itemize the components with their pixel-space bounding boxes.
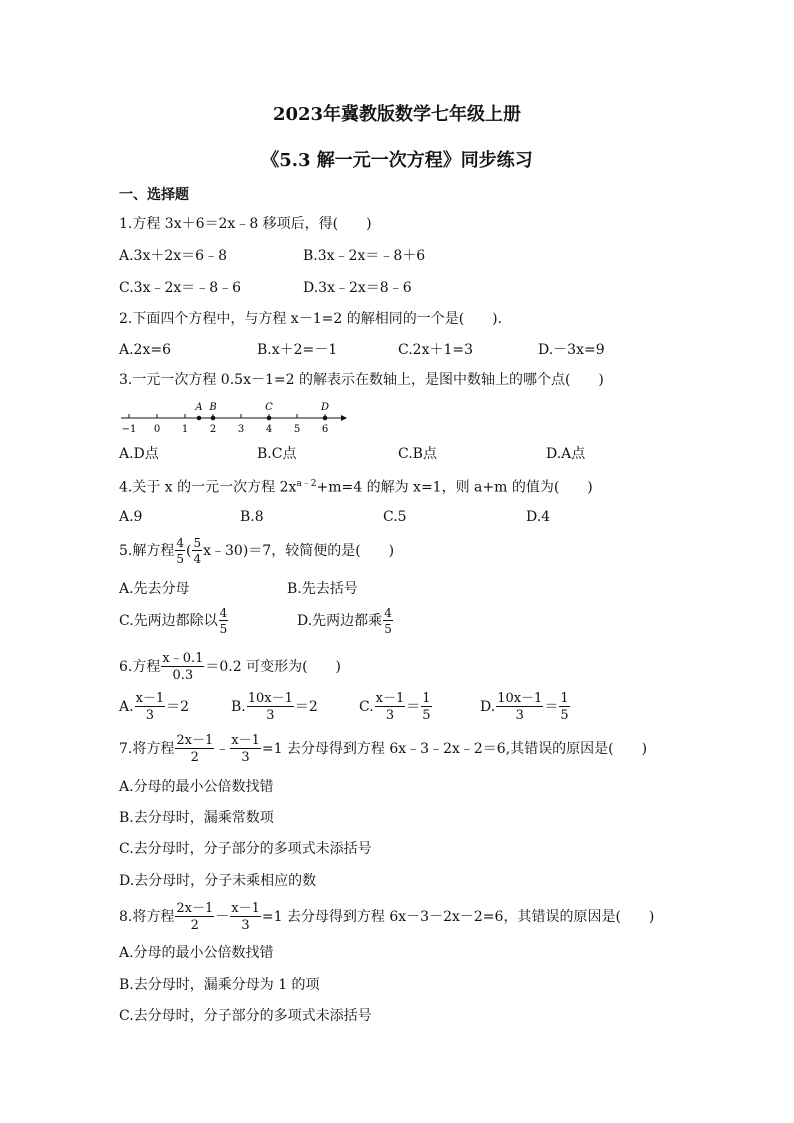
q7-option-d: D.去分母时，分子未乘相应的数 <box>119 873 317 889</box>
q6-c-eq: ＝ <box>406 699 421 715</box>
q8-n2: x－1 <box>231 901 260 916</box>
question-3-stem: 3.一元一次方程 0.5x－1=2 的解表示在数轴上，是图中数轴上的哪个点( ) <box>119 372 604 388</box>
q6-stem-suffix: ＝0.2 可变形为( ) <box>205 659 342 675</box>
q1-option-c: C.3x﹣2x＝﹣8﹣6 <box>119 280 242 296</box>
document-title: 2023年冀教版数学七年级上册 <box>272 104 522 125</box>
q6-a-rhs: ＝2 <box>166 699 190 715</box>
q6-c-rden: 5 <box>422 708 431 723</box>
q6-a-num: x－1 <box>135 691 165 706</box>
document-subtitle: 《5.3 解一元一次方程》同步练习 <box>261 150 533 171</box>
q6-option-c <box>359 692 433 722</box>
q7-minus: ﹣ <box>215 741 230 757</box>
q8-fraction-1 <box>175 902 214 932</box>
q8-option-a: A.分母的最小公倍数找错 <box>119 945 274 961</box>
q5-d-text: D.先两边都乘 <box>297 613 383 629</box>
q7-fraction-1 <box>175 734 214 764</box>
q6-num: x﹣0.1 <box>162 651 204 666</box>
question-8-stem <box>119 902 654 932</box>
number-line-point <box>323 416 328 421</box>
q5-d-fraction <box>383 607 393 635</box>
q7-d1: 2 <box>190 750 199 765</box>
number-line-tick-label: 0 <box>153 424 161 435</box>
q6-fraction <box>161 652 204 682</box>
q5-option-a: A.先去分母 <box>119 581 190 597</box>
q6-stem-prefix: 6.方程 <box>119 659 161 675</box>
number-line-tick-label: 4 <box>265 424 273 435</box>
q6-d-num: 10x－1 <box>497 691 543 706</box>
q2-option-c: C.2x＋1=3 <box>398 342 474 358</box>
q8-stem-suffix: =1 去分母得到方程 6x－3－2x－2=6，其错误的原因是( ) <box>261 909 655 925</box>
q6-d-eq: ＝ <box>544 699 559 715</box>
q7-option-a: A.分母的最小公倍数找错 <box>119 779 274 795</box>
q8-d1: 2 <box>190 918 199 933</box>
q6-c-rhs-fraction <box>421 692 431 722</box>
q4-stem-part2: +m=4 的解为 x=1，则 a+m 的值为( ) <box>316 479 593 496</box>
question-2-stem: 2.下面四个方程中，与方程 x－1=2 的解相同的一个是( ). <box>119 311 503 327</box>
number-line-arrow <box>341 415 347 421</box>
q8-d2: 3 <box>241 918 250 933</box>
q6-c-num: x－1 <box>375 691 405 706</box>
q1-option-d: D.3x﹣2x＝8﹣6 <box>303 280 412 296</box>
q6-option-d <box>480 692 571 722</box>
q5-stem-prefix: 5.解方程 <box>119 543 175 559</box>
question-7-stem <box>119 734 647 764</box>
number-line-point-label: B <box>209 402 217 413</box>
q3-option-d: D.A点 <box>546 446 586 462</box>
q4-option-c: C.5 <box>383 509 407 525</box>
number-line-point-label: D <box>320 402 330 413</box>
q7-fraction-2 <box>230 734 261 764</box>
q6-den: 0.3 <box>172 668 194 683</box>
q6-c-fraction <box>375 692 406 722</box>
q3-option-b: B.C点 <box>257 446 297 462</box>
q7-n2: x－1 <box>231 733 260 748</box>
number-line-figure <box>119 402 349 436</box>
q6-a-fraction <box>135 692 166 722</box>
number-line-point <box>197 416 202 421</box>
q5-d-den: 5 <box>384 622 392 636</box>
q4-option-a: A.9 <box>119 509 143 525</box>
q5-frac2-num: 5 <box>193 536 202 550</box>
number-line-tick-label: −1 <box>121 424 137 435</box>
q5-option-d <box>297 606 394 636</box>
q6-d-fraction <box>496 692 543 722</box>
q6-d-rhs-fraction <box>559 692 569 722</box>
q2-option-b: B.x＋2=－1 <box>257 342 338 358</box>
number-line-point <box>211 416 216 421</box>
q7-stem-suffix: =1 去分母得到方程 6x﹣3﹣2x﹣2＝6,其错误的原因是( ) <box>261 741 648 757</box>
question-4-stem <box>119 474 593 498</box>
q7-option-c: C.去分母时，分子部分的多项式未添括号 <box>119 841 372 857</box>
q5-d-num: 4 <box>384 606 392 620</box>
q6-b-fraction <box>247 692 294 722</box>
q4-option-b: B.8 <box>240 509 264 525</box>
number-line-tick-label: 3 <box>237 424 245 435</box>
q6-d-label: D. <box>480 699 496 715</box>
q8-n1: 2x－1 <box>176 901 214 916</box>
q4-exponent: a﹣2 <box>296 479 317 489</box>
q8-option-b: B.去分母时，漏乘分母为 1 的项 <box>119 977 320 993</box>
q6-d-den: 3 <box>515 708 524 723</box>
number-line-tick-label: 1 <box>181 424 189 435</box>
q3-option-c: C.B点 <box>398 446 437 462</box>
q6-d-rnum: 1 <box>560 691 569 706</box>
q6-b-rhs: ＝2 <box>294 699 318 715</box>
q6-b-num: 10x－1 <box>247 691 293 706</box>
q5-stem-suffix: x﹣30)＝7，较简便的是( ) <box>203 543 395 559</box>
q6-b-label: B. <box>231 699 246 715</box>
q8-stem-prefix: 8.将方程 <box>119 909 175 925</box>
section-heading: 一、选择题 <box>119 187 189 203</box>
number-line-point-label: A <box>195 402 203 413</box>
q1-option-b: B.3x﹣2x＝﹣8＋6 <box>303 248 426 264</box>
q8-option-c: C.去分母时，分子部分的多项式未添括号 <box>119 1008 372 1024</box>
q6-option-a <box>119 692 189 722</box>
q5-paren: ( <box>186 543 192 559</box>
q6-a-den: 3 <box>145 708 154 723</box>
q6-b-den: 3 <box>266 708 275 723</box>
q5-option-b: B.先去括号 <box>287 581 358 597</box>
q6-a-label: A. <box>119 699 134 715</box>
q6-option-b <box>231 692 318 722</box>
q8-minus: － <box>215 909 230 925</box>
q6-c-den: 3 <box>385 708 395 723</box>
q5-frac1-num: 4 <box>176 536 184 550</box>
q8-fraction-2 <box>230 902 261 932</box>
question-1-stem: 1.方程 3x＋6＝2x﹣8 移项后，得( ) <box>119 216 372 232</box>
number-line-tick-label: 5 <box>293 424 301 435</box>
number-line-point-label: C <box>265 402 273 413</box>
q6-d-rden: 5 <box>560 708 569 723</box>
q5-c-den: 5 <box>219 622 228 636</box>
question-5-stem <box>119 536 394 566</box>
q5-fraction-2 <box>192 537 202 565</box>
q5-c-text: C.先两边都除以 <box>119 613 218 629</box>
q4-stem-part1: 4.关于 x 的一元一次方程 2x <box>119 479 297 496</box>
q5-frac2-den: 4 <box>193 552 202 566</box>
q5-option-c <box>119 606 229 636</box>
number-line-point <box>267 416 272 421</box>
q3-option-a: A.D点 <box>119 446 159 462</box>
number-line-tick-label: 2 <box>209 424 217 435</box>
q6-c-label: C. <box>359 699 374 715</box>
q7-d2: 3 <box>241 750 250 765</box>
q5-c-num: 4 <box>219 606 228 620</box>
number-line-tick-label: 6 <box>321 424 329 435</box>
q7-option-b: B.去分母时，漏乘常数项 <box>119 810 274 826</box>
q2-option-a: A.2x=6 <box>119 342 172 358</box>
q7-n1: 2x－1 <box>176 733 214 748</box>
q7-stem-prefix: 7.将方程 <box>119 741 175 757</box>
q1-option-a: A.3x＋2x＝6﹣8 <box>119 248 227 264</box>
q4-option-d: D.4 <box>526 509 551 525</box>
q2-option-d: D.－3x=9 <box>538 342 605 358</box>
q5-frac1-den: 5 <box>176 552 184 566</box>
q5-c-fraction <box>219 607 229 635</box>
question-6-stem <box>119 652 341 682</box>
q6-c-rnum: 1 <box>422 691 431 706</box>
q5-fraction-1 <box>175 537 185 565</box>
